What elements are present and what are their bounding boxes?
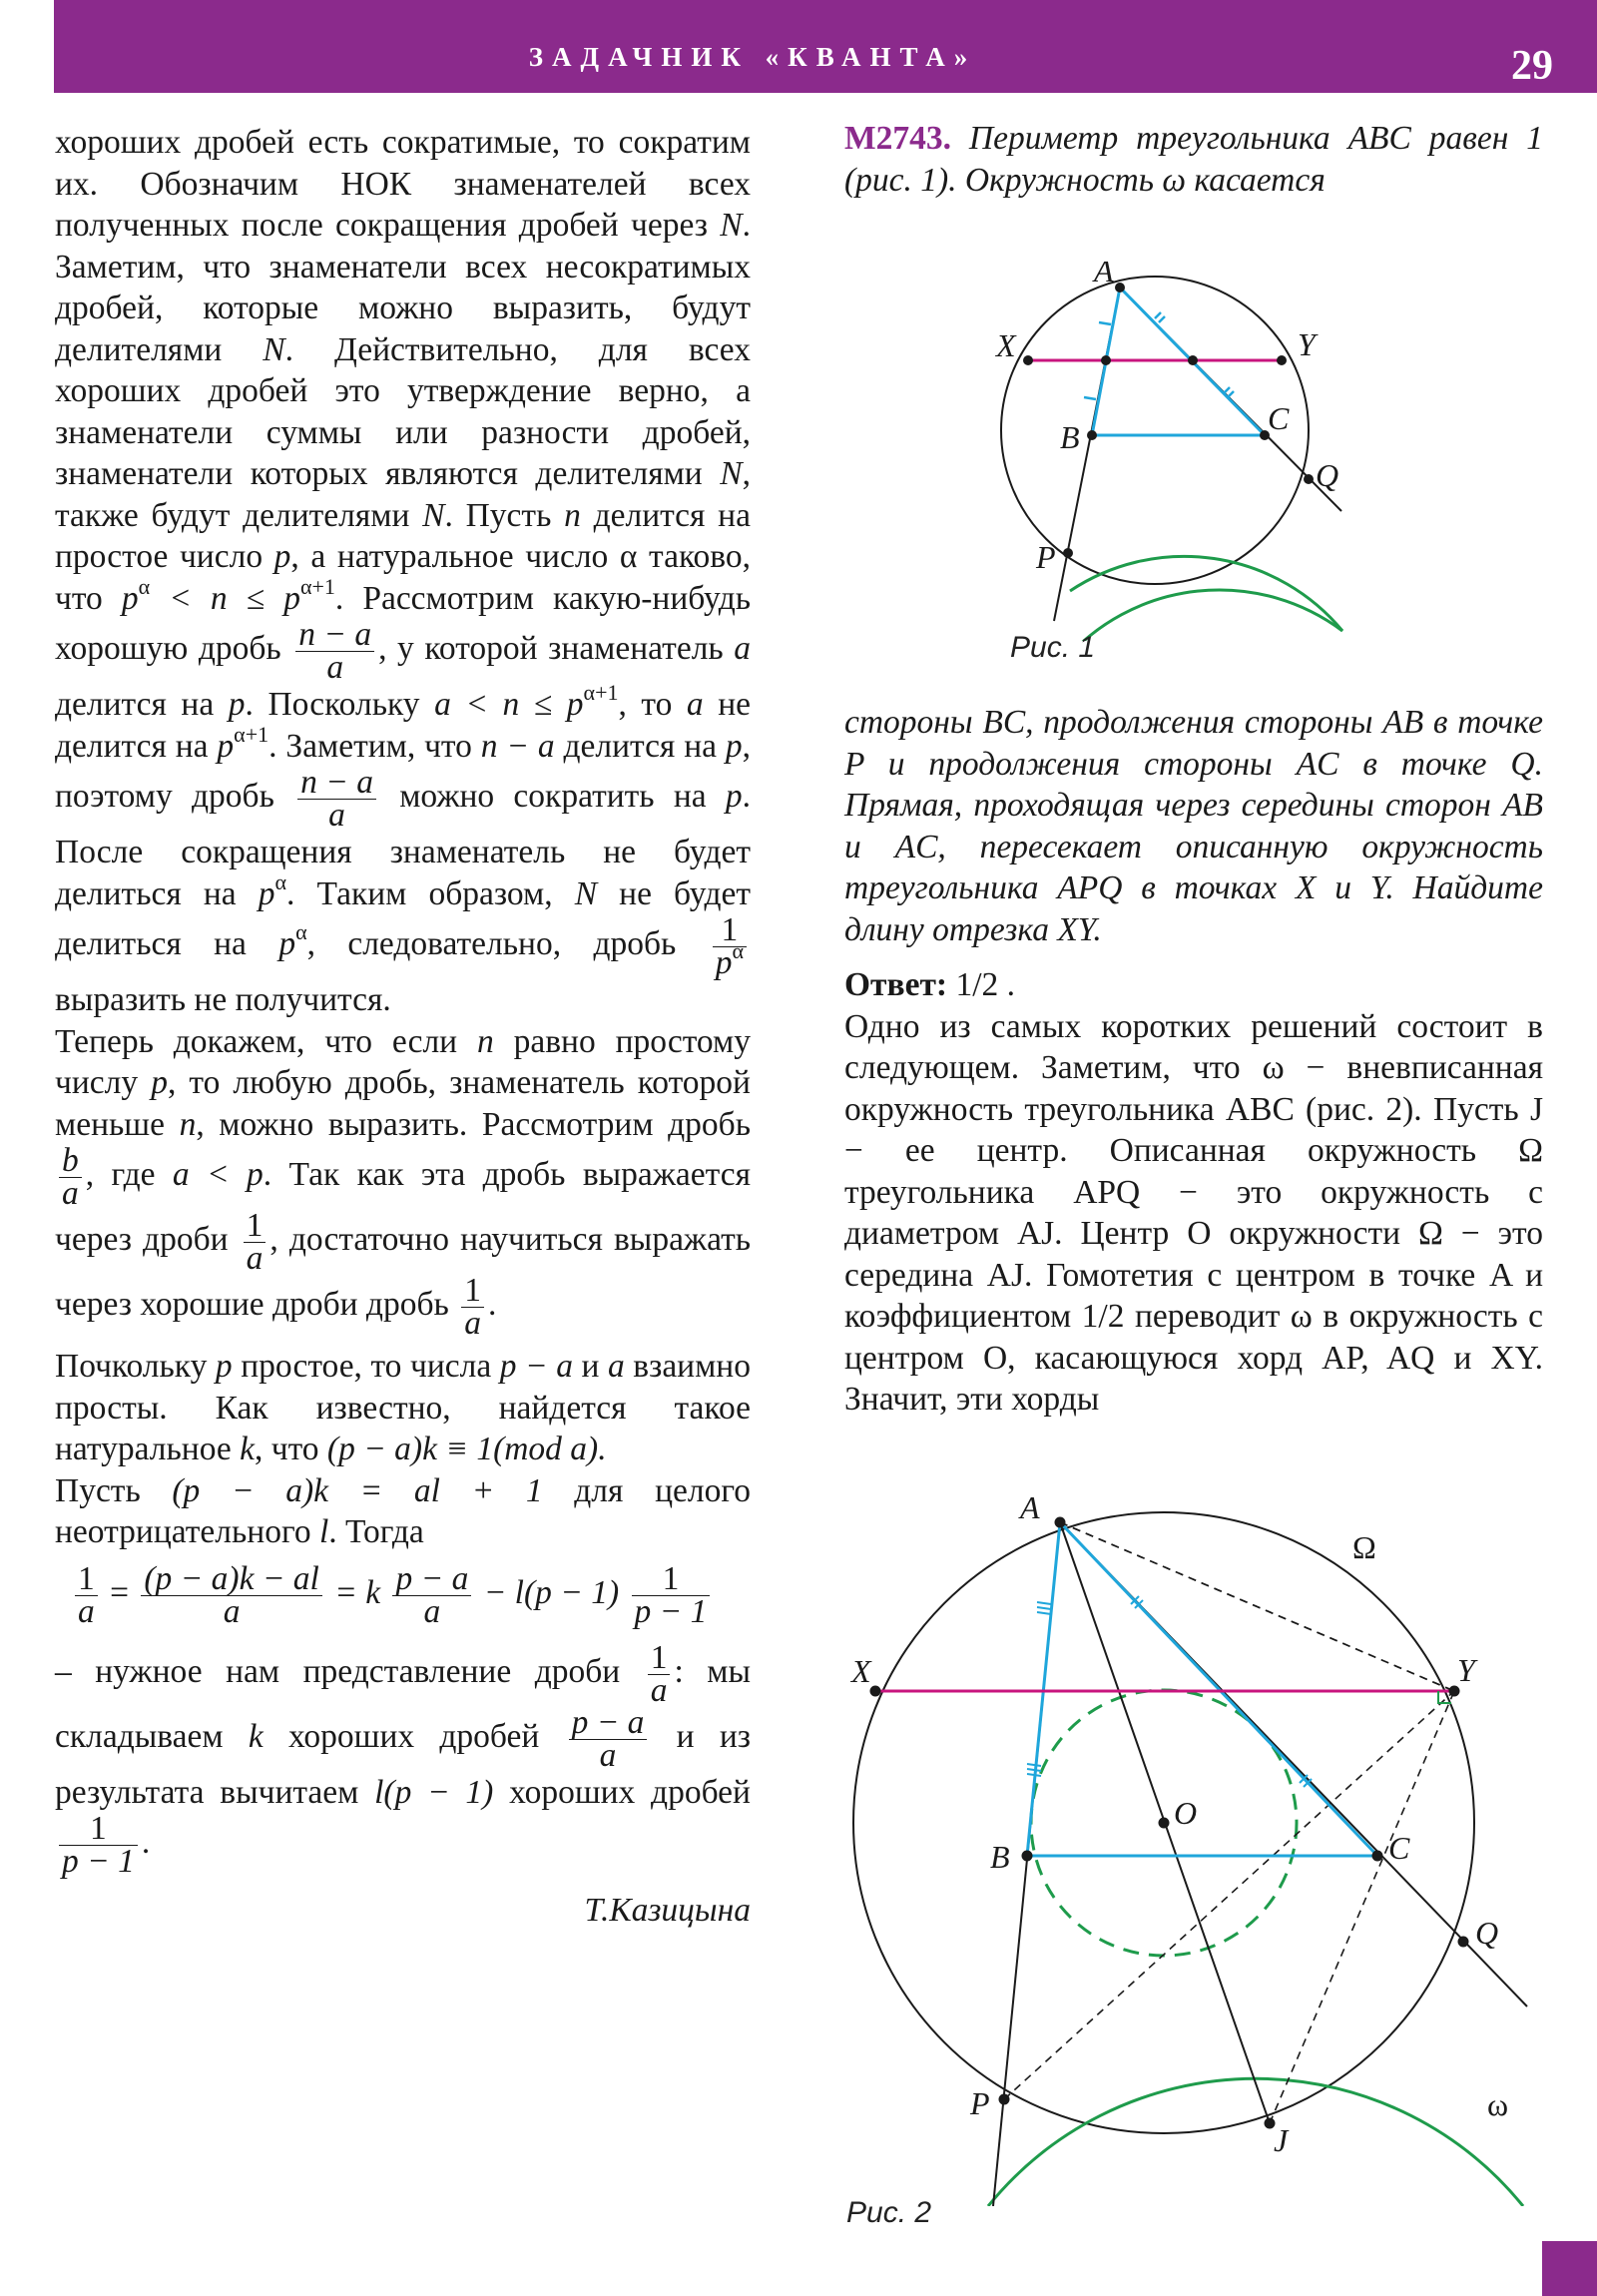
paragraph-5: – нужное нам представление дроби $\frac{1}{a}$ : мы складываем k хороших дробей $\frac{p - a}{a}$ и из результата вычитаем l(p − 1) хороших дробей $\frac{1}{p - 1}$ .	[55, 1638, 751, 1880]
fig2-label-O: O	[1174, 1795, 1198, 1831]
fig1-label-X: X	[996, 327, 1016, 363]
fraction-1-over-a-3: $\frac{1}{a}$	[648, 1642, 671, 1707]
fig2-excircle-omega	[988, 2078, 1523, 2206]
fraction-n-minus-a-over-a-2: $\frac{n - a}{a}$	[297, 767, 376, 832]
fig2-side-AC	[1060, 1522, 1377, 1856]
left-column	[55, 122, 751, 1932]
figure-2-caption: Рис. 2	[846, 2196, 932, 2229]
fraction-1-over-p-alpha: $\frac{1}{p^\alpha}$	[713, 914, 747, 979]
fig2-label-Omega: Ω	[1352, 1529, 1376, 1565]
fraction-1-over-a-2: $\frac{1}{a}$	[461, 1275, 484, 1340]
fig2-label-Y: Y	[1457, 1652, 1475, 1688]
fig1-label-B: B	[1060, 419, 1080, 455]
fig2-label-J: J	[1274, 2122, 1289, 2158]
author-signature: Т.Казицына	[584, 1892, 751, 1929]
figure-2	[838, 1492, 1547, 2206]
fig1-label-P: P	[1036, 539, 1056, 575]
fraction-b-over-a: $\frac{b}{a}$	[59, 1145, 82, 1210]
paragraph-4: Пусть (p − a)k = al + 1 для целого неотрицательного l. Тогда	[55, 1471, 752, 1550]
fig2-label-omega: ω	[1487, 2086, 1509, 2122]
problem-number: М2743.	[844, 120, 951, 157]
fig1-label-A: A	[1094, 262, 1114, 288]
problem-statement-start: М2743. Периметр треугольника ABC равен 1 (рис. 1). Окружность ω касается	[844, 120, 1543, 199]
fraction-n-minus-a-over-a: $\frac{n - a}{a}$	[295, 619, 374, 684]
journal-section-title: ЗАДАЧНИК «КВАНТА»	[528, 42, 977, 72]
fig2-label-Q: Q	[1475, 1915, 1499, 1951]
fig2-label-X: X	[851, 1653, 871, 1689]
fig1-label-C: C	[1268, 400, 1290, 436]
page-corner-tab	[1542, 2241, 1597, 2296]
solution-text: Одно из самых коротких решений состоит в следующем. Заметим, что ω − вневписанная окружность треугольника ABC (рис. 2). Пусть J − ее центр. Описанная окружность Ω треугольника APQ − это окружность с диаметром AJ. Центр O окружности Ω − это середина AJ. Гомотетия с центром в точке A и коэффициентом 1/2 переводит ω в окружность с центром O, касающуюся хорд AP, AQ и XY. Значит, эти хорды	[844, 1007, 1543, 1418]
fig2-label-P: P	[970, 2085, 990, 2121]
right-column-top	[844, 118, 1543, 201]
figure-1	[988, 262, 1387, 641]
page-number: 29	[1511, 43, 1553, 89]
paragraph-3: Почкольку p простое, то числа p − a и a взаимно просты. Как известно, найдется такое натуральное k, что (p − a)k ≡ 1(mod a).	[55, 1348, 751, 1467]
answer-line: Ответ: 1/2 .	[844, 966, 1016, 1003]
fig1-label-Y: Y	[1298, 326, 1316, 362]
fraction-1-over-a: $\frac{1}{a}$	[244, 1210, 266, 1275]
paragraph-2: Теперь докажем, что если n равно простому числу p, то любую дробь, знаменатель которой меньше n, можно выразить. Рассмотрим дробь $\frac{b}{a}$ , где a < p. Так как эта дробь выражается через дроби $\frac{1}{a}$ , достаточно научиться выражать через хорошие дроби дробь $\frac{1}{a}$ .	[55, 1022, 751, 1342]
display-equation: $\frac{1}{a}$ = $\frac{(p - a)k - al}{a}$ = k $\frac{p - a}{a}$ − l(p − 1) $\frac{1}{p - 1}$	[71, 1563, 751, 1628]
fig1-label-Q: Q	[1316, 457, 1339, 493]
fraction-1-over-p-minus-1: $\frac{1}{p - 1}$	[59, 1813, 138, 1878]
fig2-label-B: B	[990, 1839, 1010, 1875]
figure-2-drawing	[838, 1492, 1547, 2206]
fig1-excircle-arc	[1064, 590, 1342, 641]
fig2-side-AB	[1027, 1522, 1060, 1856]
fig2-label-C: C	[1388, 1830, 1410, 1866]
right-column-body	[844, 702, 1543, 1421]
fraction-p-minus-a-over-a: $\frac{p - a}{a}$	[569, 1707, 648, 1772]
fig2-label-A: A	[1020, 1492, 1040, 1525]
paragraph-1: хороших дробей есть сократимые, то сократим их. Обозначим НОК знаменателей всех полученных после сокращения дробей через N. Заметим, что знаменатели всех несократимых дробей, которые можно выразить, будут делителями N. Действительно, для всех хороших дробей это утверждение верно, а знаменатели суммы или разности дробей, знаменатели которых являются делителями N, также будут делителями N. Пусть n делится на простое число p, а натуральное число α таково, что $p^\alpha < n \le p^{\alpha+1}$. Рассмотрим какую-нибудь хорошую дробь $\frac{n - a}{a}$ , у которой знаменатель a делится на p. Поскольку $a < n \le p^{\alpha+1}$, то a не делится на $p^{\alpha+1}$. Заметим, что n − a делится на p, поэтому дробь $\frac{n - a}{a}$ можно сократить на p. После сокращения знаменатель не будет делиться на $p^\alpha$. Таким образом, N не будет делиться на $p^\alpha$, следовательно, дробь $\frac{1}{p^\alpha}$ выразить не получится.	[55, 124, 752, 1018]
page-header	[54, 0, 1597, 93]
problem-statement-end: стороны BC, продолжения стороны AB в точке P и продолжения стороны AC в точке Q. Прямая, проходящая через середины сторон AB и AC, пересекает описанную окружность треугольника APQ в точках X и Y. Найдите длину отрезка XY.	[844, 704, 1543, 948]
figure-1-caption: Рис. 1	[1010, 631, 1096, 664]
figure-1-drawing	[988, 262, 1387, 641]
